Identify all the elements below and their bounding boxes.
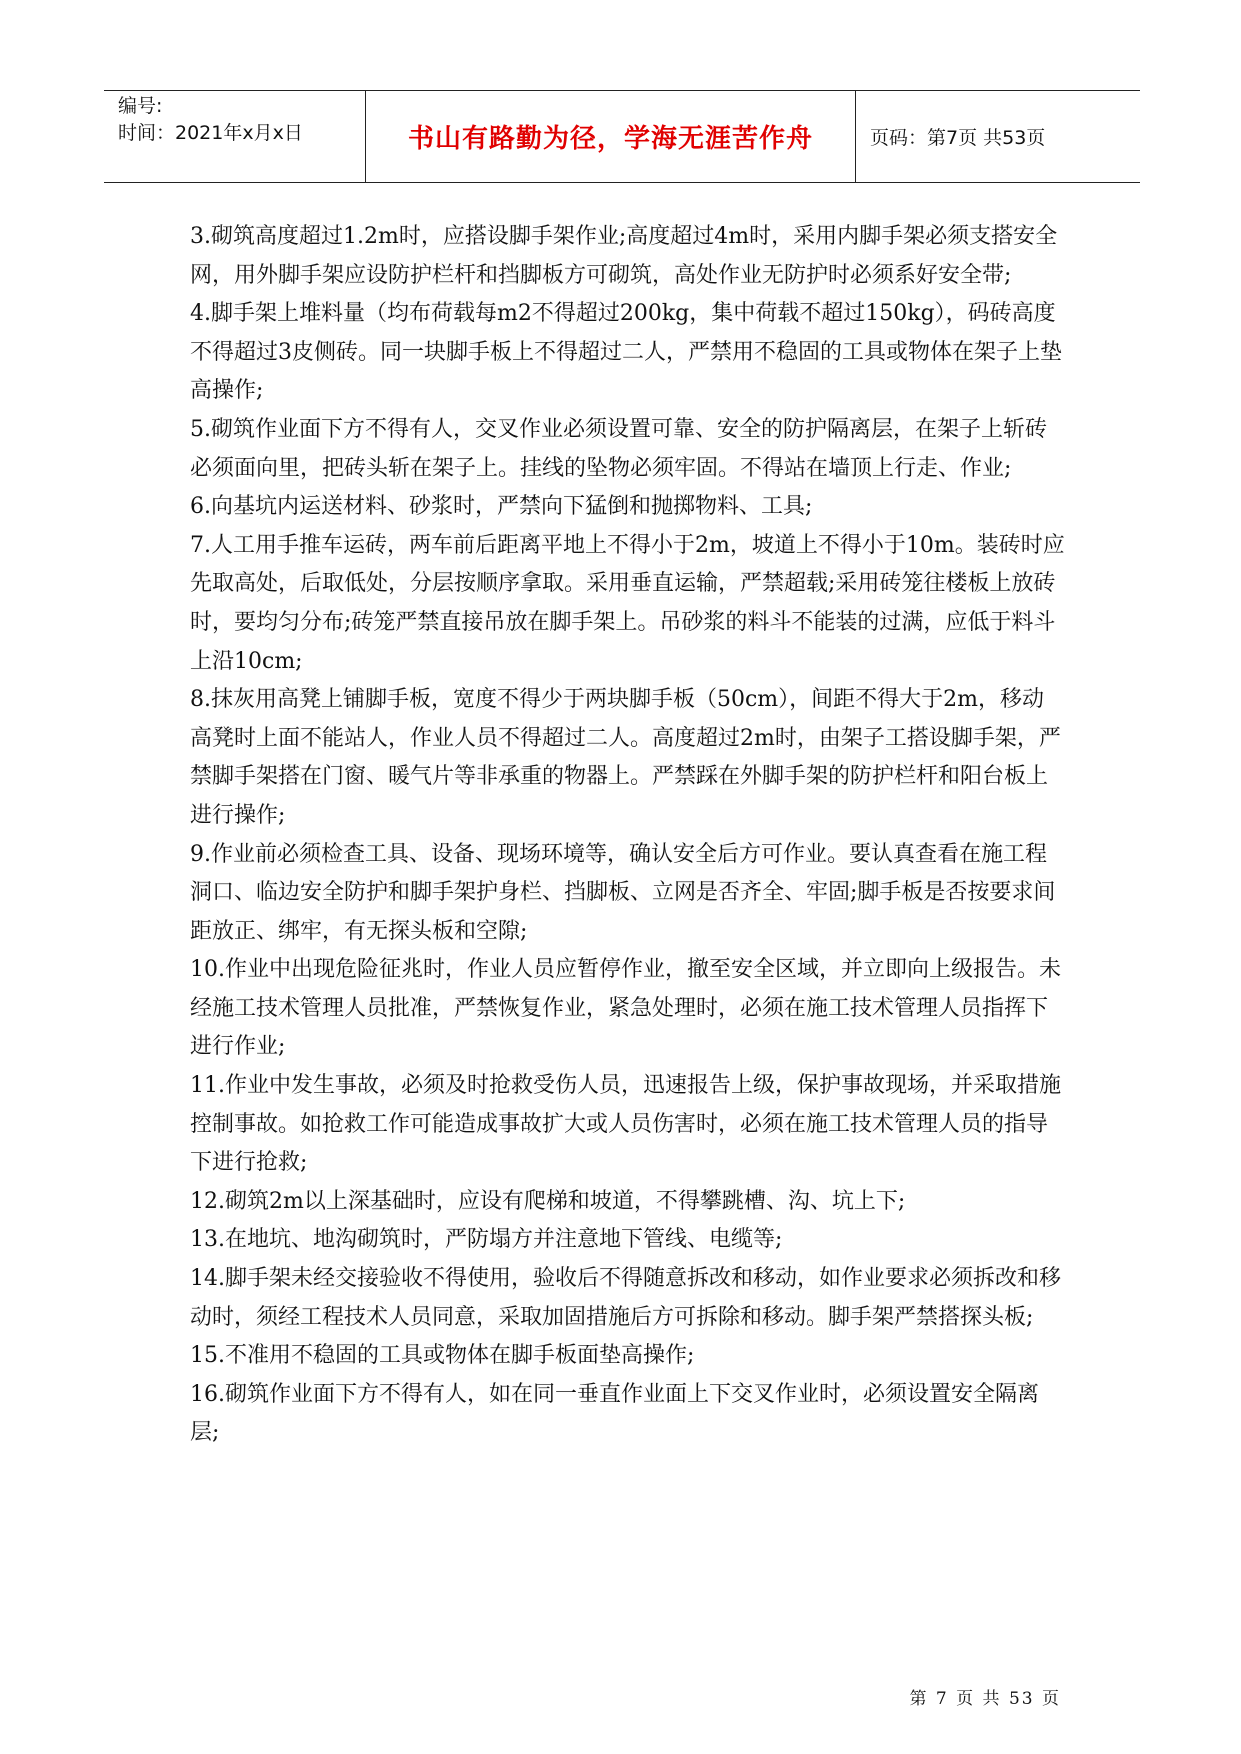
paragraph-item: 6.向基坑内运送材料、砂浆时，严禁向下猛倒和抛掷物料、工具; [190,494,813,520]
paragraph-item: 14.脚手架未经交接验收不得使用，验收后不得随意拆改和移动，如作业要求必须拆改和移动时，须经工程技术人员同意，采取加固措施后方可拆除和移动。脚手架严禁搭探头板; [190,1266,1061,1330]
paragraph-item: 7.人工用手推车运砖，两车前后距离平地上不得小于2m，坡道上不得小于10m。装砖时应先取高处，后取低处，分层按顺序拿取。采用垂直运输，严禁超载;采用砖笼往楼板上放砖时，要均匀分布;砖笼严禁直接吊放在脚手架上。吊砂浆的料斗不能装的过满，应低于料斗上沿10cm; [190,532,1065,674]
paragraph-item: 3.砌筑高度超过1.2m时，应搭设脚手架作业;高度超过4m时，采用内脚手架必须支搭安全网，用外脚手架应设防护栏杆和挡脚板方可砌筑，高处作业无防护时必须系好安全带; [190,224,1058,288]
page-header [104,90,1140,183]
paragraph-item: 12.砌筑2m以上深基础时，应设有爬梯和坡道，不得攀跳槽、沟、坑上下; [190,1188,906,1214]
paragraph-item: 8.抹灰用高凳上铺脚手板，宽度不得少于两块脚手板（50cm），间距不得大于2m，移动高凳时上面不能站人，作业人员不得超过二人。高度超过2m时，由架子工搭设脚手架，严禁脚手架搭在门窗、暖气片等非承重的物器上。严禁踩在外脚手架的防护栏杆和阳台板上进行操作; [190,687,1061,828]
paragraph-item: 15.不准用不稳固的工具或物体在脚手板面垫高操作; [190,1343,695,1369]
paragraph-item: 10.作业中出现危险征兆时，作业人员应暂停作业，撤至安全区域，并立即向上级报告。未经施工技术管理人员批准，严禁恢复作业，紧急处理时，必须在施工技术管理人员指挥下进行作业; [190,957,1061,1060]
document-number-label: 编号: [118,95,163,117]
paragraph-item: 9.作业前必须检查工具、设备、现场环境等，确认安全后方可作业。要认真查看在施工程洞口、临边安全防护和脚手架护身栏、挡脚板、立网是否齐全、牢固;脚手板是否按要求间距放正、绑牢，有无探头板和空隙; [190,841,1056,944]
header-page-number: 页码：第7页 共53页 [870,127,1046,149]
header-left-cell [104,91,366,182]
document-body [190,218,1066,1453]
paragraph-item: 5.砌筑作业面下方不得有人，交叉作业必须设置可靠、安全的防护隔离层，在架子上斩砖必须面向里，把砖头斩在架子上。挂线的坠物必须牢固。不得站在墙顶上行走、作业; [190,416,1047,481]
paragraph-item: 16.砌筑作业面下方不得有人，如在同一垂直作业面上下交叉作业时，必须设置安全隔离层; [190,1381,1039,1446]
paragraph-item: 11.作业中发生事故，必须及时抢救受伤人员，迅速报告上级，保护事故现场，并采取措施控制事故。如抢救工作可能造成事故扩大或人员伤害时，必须在施工技术管理人员的指导下进行抢救; [190,1073,1061,1176]
paragraph-item: 13.在地坑、地沟砌筑时，严防塌方并注意地下管线、电缆等; [190,1227,783,1253]
page-footer: 第 7 页 共 53 页 [909,1689,1061,1709]
header-motto: 书山有路勤为径，学海无涯苦作舟 [366,91,856,182]
paragraph-item: 4.脚手架上堆料量（均布荷载每m2不得超过200kg，集中荷载不超过150kg），码砖高度不得超过3皮侧砖。同一块脚手板上不得超过二人，严禁用不稳固的工具或物体在架子上垫高操作; [190,301,1063,404]
document-time-label: 时间：2021年x月x日 [118,122,303,144]
